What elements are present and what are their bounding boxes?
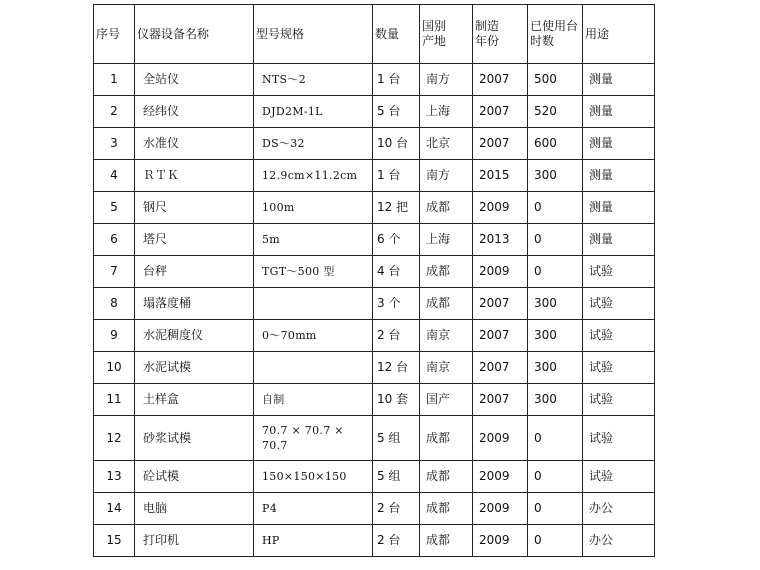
cell-used-hours: 300 (528, 352, 583, 384)
cell-no: 6 (94, 224, 135, 256)
equipment-table (93, 4, 655, 557)
cell-name: 台秤 (135, 256, 254, 288)
cell-used-hours: 0 (528, 256, 583, 288)
cell-year: 2007 (473, 320, 528, 352)
table-row (94, 288, 655, 320)
cell-origin: 南方 (420, 64, 473, 96)
cell-year: 2009 (473, 256, 528, 288)
cell-name: 塔尺 (135, 224, 254, 256)
cell-model: DJD2M-1L (254, 96, 373, 128)
table-row (94, 128, 655, 160)
cell-year: 2015 (473, 160, 528, 192)
cell-origin: 国产 (420, 384, 473, 416)
header-year-line2: 年份 (475, 34, 500, 48)
cell-origin: 成都 (420, 493, 473, 525)
cell-model: DS～32 (254, 128, 373, 160)
table-row (94, 493, 655, 525)
cell-model: 自制 (254, 384, 373, 416)
cell-used-hours: 0 (528, 192, 583, 224)
cell-qty: 5 组 (373, 461, 420, 493)
cell-qty: 2 台 (373, 493, 420, 525)
cell-name: 土样盒 (135, 384, 254, 416)
header-origin-line2: 产地 (422, 34, 447, 48)
cell-origin: 成都 (420, 461, 473, 493)
cell-model: NTS～2 (254, 64, 373, 96)
cell-used-hours: 500 (528, 64, 583, 96)
cell-qty: 12 台 (373, 352, 420, 384)
cell-used-hours: 300 (528, 288, 583, 320)
table-row (94, 256, 655, 288)
cell-origin: 成都 (420, 192, 473, 224)
cell-year: 2007 (473, 384, 528, 416)
cell-qty: 5 台 (373, 96, 420, 128)
table-row (94, 416, 655, 461)
cell-year: 2013 (473, 224, 528, 256)
cell-used-hours: 600 (528, 128, 583, 160)
header-year (473, 5, 528, 64)
cell-used-hours: 520 (528, 96, 583, 128)
cell-used-hours: 0 (528, 416, 583, 461)
cell-year: 2009 (473, 461, 528, 493)
cell-year: 2007 (473, 352, 528, 384)
cell-origin: 南京 (420, 320, 473, 352)
cell-qty: 5 组 (373, 416, 420, 461)
cell-year: 2007 (473, 128, 528, 160)
table-row (94, 352, 655, 384)
cell-no: 2 (94, 96, 135, 128)
cell-qty: 1 台 (373, 64, 420, 96)
header-model: 型号规格 (254, 5, 373, 64)
header-origin-line1: 国别 (422, 19, 447, 33)
cell-year: 2007 (473, 64, 528, 96)
cell-used-hours: 300 (528, 320, 583, 352)
cell-used-hours: 0 (528, 493, 583, 525)
cell-use: 测量 (583, 192, 655, 224)
cell-qty: 12 把 (373, 192, 420, 224)
cell-use: 试验 (583, 256, 655, 288)
header-name: 仪器设备名称 (135, 5, 254, 64)
cell-model: 5m (254, 224, 373, 256)
cell-no: 8 (94, 288, 135, 320)
cell-use: 测量 (583, 160, 655, 192)
header-origin (420, 5, 473, 64)
table-row (94, 192, 655, 224)
cell-use: 办公 (583, 493, 655, 525)
cell-use: 试验 (583, 461, 655, 493)
table-row (94, 525, 655, 557)
cell-no: 1 (94, 64, 135, 96)
cell-origin: 北京 (420, 128, 473, 160)
cell-origin: 上海 (420, 96, 473, 128)
cell-name: 塌落度桶 (135, 288, 254, 320)
table-row (94, 461, 655, 493)
cell-no: 4 (94, 160, 135, 192)
cell-qty: 6 个 (373, 224, 420, 256)
cell-origin: 成都 (420, 256, 473, 288)
cell-no: 3 (94, 128, 135, 160)
cell-used-hours: 0 (528, 224, 583, 256)
cell-model: 100m (254, 192, 373, 224)
cell-year: 2009 (473, 416, 528, 461)
cell-origin: 成都 (420, 525, 473, 557)
cell-name: 钢尺 (135, 192, 254, 224)
cell-use: 试验 (583, 384, 655, 416)
table-row (94, 224, 655, 256)
cell-name: 打印机 (135, 525, 254, 557)
cell-model: 150×150×150 (254, 461, 373, 493)
header-no: 序号 (94, 5, 135, 64)
cell-no: 14 (94, 493, 135, 525)
cell-origin: 成都 (420, 288, 473, 320)
cell-model: P4 (254, 493, 373, 525)
cell-qty: 3 个 (373, 288, 420, 320)
cell-used-hours: 0 (528, 461, 583, 493)
cell-model (254, 288, 373, 320)
cell-use: 测量 (583, 128, 655, 160)
header-use: 用途 (583, 5, 655, 64)
cell-model: 70.7 × 70.7 × 70.7 (254, 416, 373, 461)
cell-model: HP (254, 525, 373, 557)
cell-used-hours: 300 (528, 384, 583, 416)
cell-origin: 上海 (420, 224, 473, 256)
cell-used-hours: 0 (528, 525, 583, 557)
cell-qty: 1 台 (373, 160, 420, 192)
cell-name: 水准仪 (135, 128, 254, 160)
cell-qty: 10 台 (373, 128, 420, 160)
cell-name: ＲＴＫ (135, 160, 254, 192)
cell-use: 测量 (583, 64, 655, 96)
cell-year: 2009 (473, 192, 528, 224)
cell-qty: 10 套 (373, 384, 420, 416)
cell-use: 试验 (583, 416, 655, 461)
table-row (94, 320, 655, 352)
cell-qty: 2 台 (373, 320, 420, 352)
header-qty: 数量 (373, 5, 420, 64)
cell-qty: 2 台 (373, 525, 420, 557)
cell-name: 水泥试模 (135, 352, 254, 384)
cell-name: 电脑 (135, 493, 254, 525)
table-row (94, 384, 655, 416)
cell-use: 办公 (583, 525, 655, 557)
cell-use: 测量 (583, 224, 655, 256)
cell-no: 7 (94, 256, 135, 288)
cell-no: 12 (94, 416, 135, 461)
cell-model: 12.9cm×11.2cm (254, 160, 373, 192)
cell-use: 试验 (583, 352, 655, 384)
cell-no: 5 (94, 192, 135, 224)
header-used-hours (528, 5, 583, 64)
header-year-line1: 制造 (475, 19, 500, 33)
cell-model (254, 352, 373, 384)
cell-origin: 成都 (420, 416, 473, 461)
cell-name: 砼试模 (135, 461, 254, 493)
header-used-line1: 已使用台 (530, 19, 579, 33)
cell-name: 砂浆试模 (135, 416, 254, 461)
cell-name: 水泥稠度仪 (135, 320, 254, 352)
table-row (94, 64, 655, 96)
cell-year: 2009 (473, 493, 528, 525)
cell-origin: 南方 (420, 160, 473, 192)
cell-year: 2007 (473, 288, 528, 320)
cell-no: 13 (94, 461, 135, 493)
cell-model: TGT～500 型 (254, 256, 373, 288)
cell-year: 2007 (473, 96, 528, 128)
header-used-line2: 时数 (530, 34, 555, 48)
cell-origin: 南京 (420, 352, 473, 384)
cell-used-hours: 300 (528, 160, 583, 192)
cell-no: 9 (94, 320, 135, 352)
table-row (94, 96, 655, 128)
cell-use: 测量 (583, 96, 655, 128)
cell-name: 经纬仪 (135, 96, 254, 128)
cell-name: 全站仪 (135, 64, 254, 96)
cell-use: 试验 (583, 320, 655, 352)
cell-use: 试验 (583, 288, 655, 320)
cell-no: 15 (94, 525, 135, 557)
cell-no: 11 (94, 384, 135, 416)
table-row (94, 160, 655, 192)
cell-year: 2009 (473, 525, 528, 557)
cell-no: 10 (94, 352, 135, 384)
cell-model: 0～70mm (254, 320, 373, 352)
cell-qty: 4 台 (373, 256, 420, 288)
table-header-row (94, 5, 655, 64)
